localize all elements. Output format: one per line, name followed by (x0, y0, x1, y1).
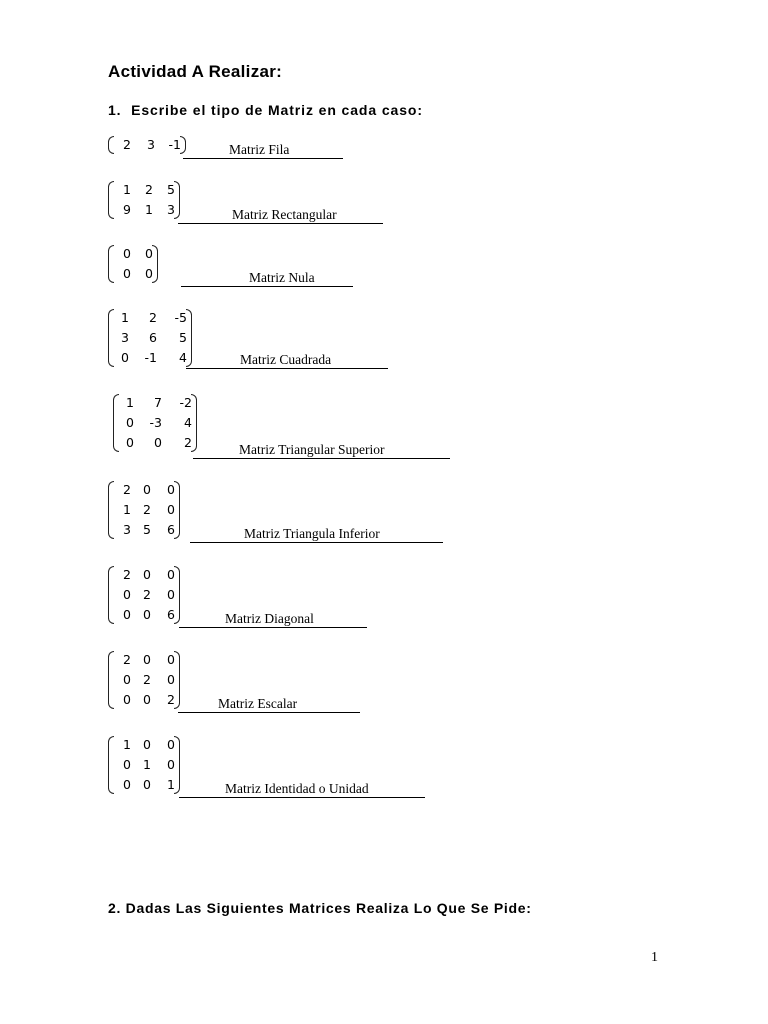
matrix-cell: 2 (143, 672, 151, 687)
matrix-cell: 0 (143, 777, 151, 792)
answer-text: Matriz Nula (249, 270, 315, 285)
matrix-cell: 7 (154, 395, 162, 410)
matrix-cell: 0 (143, 607, 151, 622)
matrix-cell: 0 (167, 652, 175, 667)
matrix-cell: 1 (167, 777, 175, 792)
matrix-cell: 0 (143, 652, 151, 667)
matrix-6 (108, 480, 180, 540)
answer-blank-9 (179, 781, 425, 798)
section-2-number: 2. (108, 900, 122, 916)
page-number: 1 (651, 950, 658, 965)
matrix-cell: 4 (179, 350, 187, 365)
matrix-cell: 1 (143, 757, 151, 772)
answer-blank-3 (181, 270, 353, 287)
matrix-cell: -1 (168, 137, 181, 152)
matrix-cell: -3 (149, 415, 162, 430)
matrix-cell: 0 (123, 246, 131, 261)
matrix-cell: 0 (121, 350, 129, 365)
matrix-cell: 5 (179, 330, 187, 345)
matrix-cell: 2 (143, 502, 151, 517)
matrix-cell: 1 (145, 202, 153, 217)
matrix-cell: 0 (143, 737, 151, 752)
matrix-cell: 1 (126, 395, 134, 410)
answer-blank-5 (193, 442, 450, 459)
answer-text: Matriz Diagonal (225, 611, 314, 626)
matrix-1 (108, 135, 186, 155)
matrix-cell: 0 (154, 435, 162, 450)
matrix-cell: 0 (123, 757, 131, 772)
matrix-cell: 3 (121, 330, 129, 345)
answer-text: Matriz Triangula Inferior (244, 526, 380, 541)
matrix-3 (108, 244, 158, 284)
matrix-cell: 6 (167, 522, 175, 537)
matrix-cell: 2 (123, 482, 131, 497)
answer-blank-2 (178, 207, 383, 224)
matrix-cell: 0 (167, 482, 175, 497)
matrix-cell: 3 (167, 202, 175, 217)
matrix-cell: 4 (184, 415, 192, 430)
answer-blank-7 (179, 611, 367, 628)
section-1-number: 1. (108, 102, 122, 118)
matrix-cell: 1 (123, 182, 131, 197)
matrix-cell: 2 (184, 435, 192, 450)
answer-text: Matriz Fila (229, 142, 290, 157)
section-2-heading (108, 900, 532, 916)
matrix-cell: 0 (167, 502, 175, 517)
answer-text: Matriz Triangular Superior (239, 442, 385, 457)
matrix-cell: 0 (123, 672, 131, 687)
matrix-cell: 0 (123, 587, 131, 602)
matrix-cell: 2 (149, 310, 157, 325)
matrix-2 (108, 180, 180, 220)
matrix-cell: 0 (167, 672, 175, 687)
matrix-cell: 1 (123, 737, 131, 752)
matrix-cell: 0 (123, 266, 131, 281)
matrix-8 (108, 650, 180, 710)
matrix-cell: 0 (167, 757, 175, 772)
section-1-text: Escribe el tipo de Matriz en cada caso: (131, 102, 423, 118)
matrix-cell: 0 (145, 246, 153, 261)
section-1-heading (108, 102, 423, 118)
answer-text: Matriz Identidad o Unidad (225, 781, 369, 796)
matrix-cell: 0 (123, 777, 131, 792)
matrix-cell: -5 (174, 310, 187, 325)
matrix-cell: 0 (143, 482, 151, 497)
answer-text: Matriz Escalar (218, 696, 298, 711)
matrix-cell: 6 (167, 607, 175, 622)
matrix-cell: 5 (143, 522, 151, 537)
matrix-cell: -2 (179, 395, 192, 410)
matrix-cell: 2 (123, 652, 131, 667)
matrix-cell: 0 (126, 435, 134, 450)
matrix-cell: 9 (123, 202, 131, 217)
matrix-cell: 6 (149, 330, 157, 345)
section-2-text: Dadas Las Siguientes Matrices Realiza Lo Que Se Pide: (125, 900, 532, 916)
matrix-cell: 2 (143, 587, 151, 602)
matrix-cell: 2 (123, 137, 131, 152)
matrix-cell: 2 (145, 182, 153, 197)
matrix-cell: 0 (145, 266, 153, 281)
matrix-7 (108, 565, 180, 625)
matrix-cell: 0 (123, 692, 131, 707)
matrix-9 (108, 735, 180, 795)
matrix-4 (108, 308, 192, 368)
answer-text: Matriz Rectangular (232, 207, 337, 222)
matrix-cell: 0 (123, 607, 131, 622)
matrix-cell: 2 (123, 567, 131, 582)
matrix-cell: 3 (147, 137, 155, 152)
answer-blank-6 (190, 526, 443, 543)
answer-blank-1 (183, 142, 343, 159)
answer-blank-8 (178, 696, 360, 713)
answer-text: Matriz Cuadrada (240, 352, 332, 367)
matrix-cell: 0 (143, 567, 151, 582)
matrix-cell: 0 (143, 692, 151, 707)
matrix-cell: 2 (167, 692, 175, 707)
matrix-cell: 3 (123, 522, 131, 537)
matrix-cell: 0 (126, 415, 134, 430)
matrix-cell: 1 (121, 310, 129, 325)
matrix-cell: 0 (167, 737, 175, 752)
answer-blank-4 (186, 352, 388, 369)
activity-title: Actividad A Realizar: (108, 62, 283, 81)
matrix-5 (113, 393, 197, 453)
matrix-cell: 5 (167, 182, 175, 197)
matrix-cell: 0 (167, 587, 175, 602)
matrix-cell: 0 (167, 567, 175, 582)
matrix-cell: 1 (123, 502, 131, 517)
matrix-cell: -1 (144, 350, 157, 365)
